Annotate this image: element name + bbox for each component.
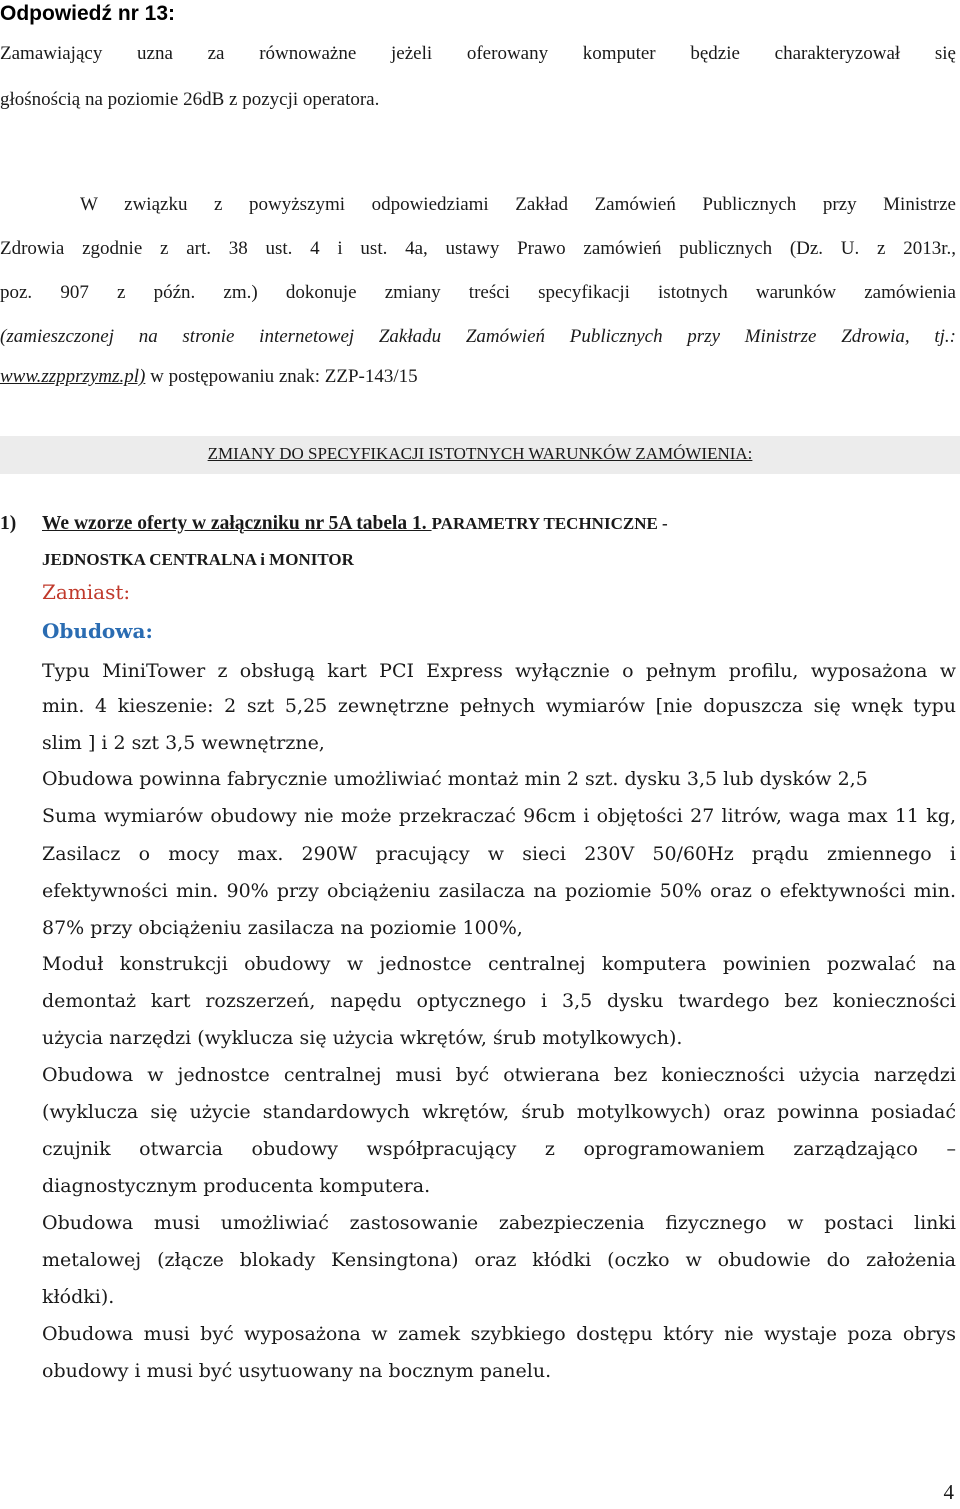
website-link[interactable]: www.zzpprzymz.pl) — [0, 366, 146, 387]
changes-banner-text: ZMIANY DO SPECYFIKACJI ISTOTNYCH WARUNKÓW ZAMÓWIENIA: — [207, 444, 753, 463]
item-1-line-2: JEDNOSTKA CENTRALNA i MONITOR — [42, 550, 354, 569]
body-line-15: diagnostycznym producenta komputera. — [42, 1175, 431, 1197]
body-line-3: slim ] i 2 szt 3,5 wewnętrzne, — [42, 732, 325, 754]
item-1-rest: PARAMETRY TECHNICZNE - — [431, 514, 668, 533]
intro-line-1: W związku z powyższymi odpowiedziami Zakład Zamówień Publicznych przy Ministrze — [80, 194, 956, 215]
body-line-14: czujnik otwarcia obudowy współpracujący z oprogramowaniem zarządzająco – — [42, 1138, 956, 1160]
answer-line-2: głośnością na poziomie 26dB z pozycji operatora. — [0, 89, 380, 110]
body-line-19: Obudowa musi być wyposażona w zamek szybkiego dostępu który nie wystaje poza obrys — [42, 1323, 956, 1345]
intro-line-2: Zdrowia zgodnie z art. 38 ust. 4 i ust. 4a, ustawy Prawo zamówień publicznych (Dz. U. z 2013r., — [0, 238, 956, 259]
answer-heading: Odpowiedź nr 13: — [0, 2, 176, 25]
body-line-16: Obudowa musi umożliwiać zastosowanie zabezpieczenia fizycznego w postaci linki — [42, 1212, 956, 1234]
item-number: 1) — [0, 513, 17, 534]
body-line-7: efektywności min. 90% przy obciążeniu zasilacza na poziomie 50% oraz o efektywności min. — [42, 880, 956, 902]
body-line-17: metalowej (złącze blokady Kensingtona) oraz kłódki (oczko w obudowie do założenia — [42, 1249, 956, 1271]
body-line-4: Obudowa powinna fabrycznie umożliwiać montaż min 2 szt. dysku 3,5 lub dysków 2,5 — [42, 768, 868, 790]
body-line-2: min. 4 kieszenie: 2 szt 5,25 zewnętrzne pełnych wymiarów [nie dopuszcza się wnęk typu — [42, 695, 956, 717]
obudowa-label: Obudowa: — [42, 619, 153, 643]
item-1-heading — [0, 513, 956, 535]
answer-line-1: Zamawiający uzna za równoważne jeżeli oferowany komputer będzie charakteryzował się — [0, 43, 956, 64]
body-line-9: Moduł konstrukcji obudowy w jednostce centralnej komputera powinien pozwalać na — [42, 953, 956, 975]
body-line-18: kłódki). — [42, 1286, 115, 1308]
body-line-20: obudowy i musi być usytuowany na bocznym panelu. — [42, 1360, 552, 1382]
body-line-10: demontaż kart rozszerzeń, napędu optycznego i 3,5 dysku twardego bez konieczności — [42, 990, 956, 1012]
zamiast-label: Zamiast: — [42, 580, 131, 604]
body-line-5: Suma wymiarów obudowy nie może przekraczać 96cm i objętości 27 litrów, waga max 11 kg, — [42, 805, 956, 827]
body-line-13: (wyklucza się użycie standardowych wkrętów, śrub motylkowych) oraz powinna posiadać — [42, 1101, 956, 1123]
intro-line-3: poz. 907 z późn. zm.) dokonuje zmiany treści specyfikacji istotnych warunków zamówienia — [0, 282, 956, 303]
body-line-8: 87% przy obciążeniu zasilacza na poziomie 100%, — [42, 917, 523, 939]
body-line-12: Obudowa w jednostce centralnej musi być otwierana bez konieczności użycia narzędzi — [42, 1064, 956, 1086]
page-number: 4 — [943, 1480, 954, 1504]
procedure-ref: w postępowaniu znak: ZZP-143/15 — [150, 366, 418, 387]
body-line-1: Typu MiniTower z obsługą kart PCI Express wyłącznie o pełnym profilu, wyposażona w — [42, 660, 956, 682]
body-line-11: użycia narzędzi (wyklucza się użycia wkrętów, śrub motylkowych). — [42, 1027, 683, 1049]
item-1-underlined: We wzorze oferty w załączniku nr 5A tabela 1. — [42, 513, 432, 534]
intro-line-4: (zamieszczonej na stronie internetowej Zakładu Zamówień Publicznych przy Ministrze Zdrowia, tj.: — [0, 326, 956, 347]
intro-line-5 — [0, 358, 956, 395]
body-line-6: Zasilacz o mocy max. 290W pracujący w sieci 230V 50/60Hz prądu zmiennego i — [42, 843, 956, 865]
